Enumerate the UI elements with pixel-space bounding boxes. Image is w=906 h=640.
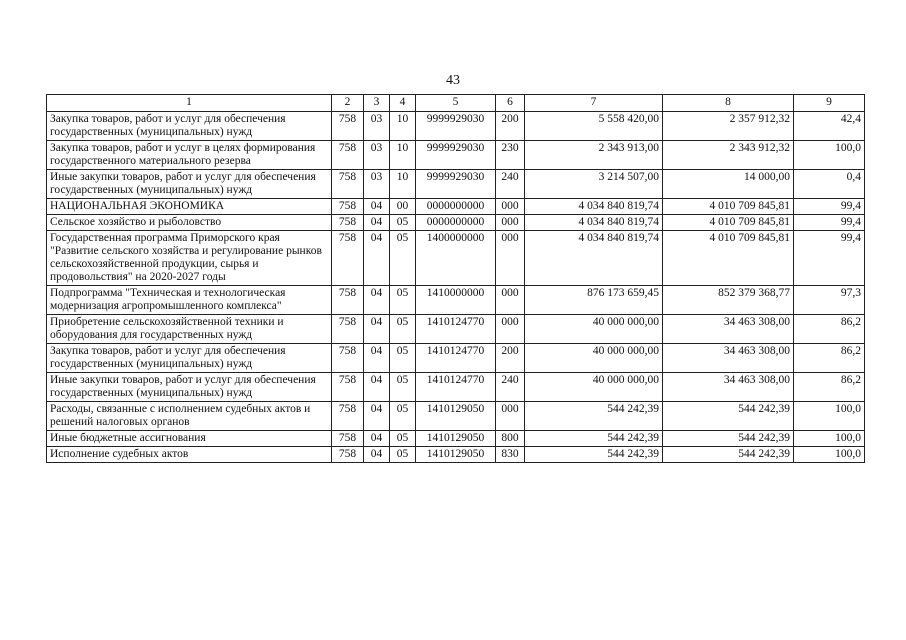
table-row: [47, 402, 865, 431]
cell-subsection: 10: [390, 112, 416, 141]
table-body: [47, 112, 865, 463]
cell-expense-type: 800: [496, 431, 525, 447]
cell-percent: 42,4: [794, 112, 865, 141]
cell-planned-amount: 2 343 913,00: [525, 141, 663, 170]
cell-percent: 100,0: [794, 402, 865, 431]
cell-subsection: 05: [390, 215, 416, 231]
cell-admin-code: 758: [332, 447, 364, 463]
cell-expense-type: 200: [496, 112, 525, 141]
cell-executed-amount: 544 242,39: [663, 447, 794, 463]
cell-expense-type: 830: [496, 447, 525, 463]
cell-executed-amount: 852 379 368,77: [663, 286, 794, 315]
cell-executed-amount: 4 010 709 845,81: [663, 199, 794, 215]
cell-planned-amount: 544 242,39: [525, 447, 663, 463]
cell-admin-code: 758: [332, 431, 364, 447]
cell-executed-amount: 544 242,39: [663, 402, 794, 431]
cell-admin-code: 758: [332, 170, 364, 199]
column-header: 3: [364, 95, 390, 112]
cell-expense-type: 000: [496, 199, 525, 215]
cell-admin-code: 758: [332, 373, 364, 402]
cell-expense-type: 000: [496, 402, 525, 431]
cell-executed-amount: 544 242,39: [663, 431, 794, 447]
cell-subsection: 05: [390, 231, 416, 286]
column-header: 8: [663, 95, 794, 112]
cell-target-article: 1410124770: [416, 344, 496, 373]
cell-section: 04: [364, 199, 390, 215]
cell-expense-type: 240: [496, 170, 525, 199]
cell-planned-amount: 4 034 840 819,74: [525, 231, 663, 286]
table-row: [47, 373, 865, 402]
cell-target-article: 1410129050: [416, 402, 496, 431]
cell-target-article: 0000000000: [416, 199, 496, 215]
cell-planned-amount: 40 000 000,00: [525, 373, 663, 402]
cell-percent: 100,0: [794, 431, 865, 447]
column-header: 5: [416, 95, 496, 112]
table-row: [47, 431, 865, 447]
cell-admin-code: 758: [332, 231, 364, 286]
cell-name: Иные закупки товаров, работ и услуг для обеспечения государственных (муниципальных) нужд: [47, 170, 332, 199]
cell-section: 04: [364, 431, 390, 447]
cell-subsection: 05: [390, 373, 416, 402]
cell-name: Исполнение судебных актов: [47, 447, 332, 463]
cell-planned-amount: 544 242,39: [525, 402, 663, 431]
cell-planned-amount: 40 000 000,00: [525, 344, 663, 373]
cell-percent: 86,2: [794, 344, 865, 373]
cell-section: 04: [364, 373, 390, 402]
cell-expense-type: 240: [496, 373, 525, 402]
cell-percent: 86,2: [794, 315, 865, 344]
cell-percent: 99,4: [794, 199, 865, 215]
cell-subsection: 00: [390, 199, 416, 215]
cell-planned-amount: 4 034 840 819,74: [525, 199, 663, 215]
cell-section: 04: [364, 315, 390, 344]
cell-admin-code: 758: [332, 112, 364, 141]
cell-name: Закупка товаров, работ и услуг в целях формирования государственного материального резерва: [47, 141, 332, 170]
cell-target-article: 1410000000: [416, 286, 496, 315]
table-row: [47, 286, 865, 315]
table-row: [47, 141, 865, 170]
cell-subsection: 05: [390, 315, 416, 344]
cell-admin-code: 758: [332, 315, 364, 344]
cell-name: Иные бюджетные ассигнования: [47, 431, 332, 447]
cell-admin-code: 758: [332, 215, 364, 231]
cell-target-article: 9999929030: [416, 170, 496, 199]
cell-admin-code: 758: [332, 402, 364, 431]
cell-percent: 100,0: [794, 447, 865, 463]
cell-subsection: 10: [390, 170, 416, 199]
cell-executed-amount: 34 463 308,00: [663, 373, 794, 402]
cell-target-article: 1410124770: [416, 315, 496, 344]
cell-executed-amount: 4 010 709 845,81: [663, 231, 794, 286]
table-row: [47, 215, 865, 231]
cell-section: 04: [364, 286, 390, 315]
cell-target-article: 1410124770: [416, 373, 496, 402]
cell-name: Иные закупки товаров, работ и услуг для обеспечения государственных (муниципальных) нужд: [47, 373, 332, 402]
cell-name: Государственная программа Приморского края "Развитие сельского хозяйства и регулирование рынков сельскохозяйственной продукции, сырья и продовольствия" на 2020-2027 годы: [47, 231, 332, 286]
cell-admin-code: 758: [332, 344, 364, 373]
cell-admin-code: 758: [332, 286, 364, 315]
cell-executed-amount: 34 463 308,00: [663, 344, 794, 373]
cell-section: 03: [364, 112, 390, 141]
budget-table: [46, 94, 865, 463]
table-row: [47, 170, 865, 199]
cell-percent: 99,4: [794, 231, 865, 286]
cell-percent: 99,4: [794, 215, 865, 231]
page-number: 43: [446, 73, 460, 88]
cell-planned-amount: 5 558 420,00: [525, 112, 663, 141]
cell-subsection: 05: [390, 344, 416, 373]
table-row: [47, 112, 865, 141]
cell-expense-type: 000: [496, 215, 525, 231]
cell-subsection: 05: [390, 402, 416, 431]
table-row: [47, 199, 865, 215]
cell-planned-amount: 4 034 840 819,74: [525, 215, 663, 231]
cell-name: Расходы, связанные с исполнением судебных актов и решений налоговых органов: [47, 402, 332, 431]
cell-section: 04: [364, 344, 390, 373]
cell-admin-code: 758: [332, 199, 364, 215]
cell-percent: 0,4: [794, 170, 865, 199]
cell-percent: 97,3: [794, 286, 865, 315]
column-header: 7: [525, 95, 663, 112]
cell-target-article: 9999929030: [416, 141, 496, 170]
cell-planned-amount: 40 000 000,00: [525, 315, 663, 344]
cell-executed-amount: 2 343 912,32: [663, 141, 794, 170]
cell-section: 04: [364, 447, 390, 463]
column-header: 2: [332, 95, 364, 112]
cell-subsection: 10: [390, 141, 416, 170]
cell-name: НАЦИОНАЛЬНАЯ ЭКОНОМИКА: [47, 199, 332, 215]
cell-subsection: 05: [390, 447, 416, 463]
column-header: 6: [496, 95, 525, 112]
cell-expense-type: 000: [496, 315, 525, 344]
cell-target-article: 1400000000: [416, 231, 496, 286]
cell-section: 04: [364, 402, 390, 431]
cell-name: Закупка товаров, работ и услуг для обеспечения государственных (муниципальных) нужд: [47, 344, 332, 373]
cell-expense-type: 000: [496, 231, 525, 286]
cell-planned-amount: 3 214 507,00: [525, 170, 663, 199]
cell-percent: 86,2: [794, 373, 865, 402]
cell-target-article: 1410129050: [416, 447, 496, 463]
cell-expense-type: 230: [496, 141, 525, 170]
column-header: 9: [794, 95, 865, 112]
cell-expense-type: 000: [496, 286, 525, 315]
cell-section: 04: [364, 231, 390, 286]
cell-name: Сельское хозяйство и рыболовство: [47, 215, 332, 231]
cell-admin-code: 758: [332, 141, 364, 170]
cell-planned-amount: 544 242,39: [525, 431, 663, 447]
cell-subsection: 05: [390, 431, 416, 447]
cell-planned-amount: 876 173 659,45: [525, 286, 663, 315]
cell-percent: 100,0: [794, 141, 865, 170]
cell-executed-amount: 2 357 912,32: [663, 112, 794, 141]
cell-subsection: 05: [390, 286, 416, 315]
table-row: [47, 231, 865, 286]
cell-name: Закупка товаров, работ и услуг для обеспечения государственных (муниципальных) нужд: [47, 112, 332, 141]
table-row: [47, 315, 865, 344]
cell-executed-amount: 4 010 709 845,81: [663, 215, 794, 231]
cell-section: 03: [364, 141, 390, 170]
cell-executed-amount: 14 000,00: [663, 170, 794, 199]
cell-executed-amount: 34 463 308,00: [663, 315, 794, 344]
column-header: 1: [47, 95, 332, 112]
cell-expense-type: 200: [496, 344, 525, 373]
table-header-row: [47, 95, 865, 112]
table-row: [47, 447, 865, 463]
cell-target-article: 9999929030: [416, 112, 496, 141]
cell-section: 04: [364, 215, 390, 231]
cell-target-article: 0000000000: [416, 215, 496, 231]
cell-name: Подпрограмма "Техническая и технологическая модернизация агропромышленного комплекса": [47, 286, 332, 315]
cell-target-article: 1410129050: [416, 431, 496, 447]
column-header: 4: [390, 95, 416, 112]
cell-section: 03: [364, 170, 390, 199]
table-row: [47, 344, 865, 373]
cell-name: Приобретение сельскохозяйственной техники и оборудования для государственных нужд: [47, 315, 332, 344]
